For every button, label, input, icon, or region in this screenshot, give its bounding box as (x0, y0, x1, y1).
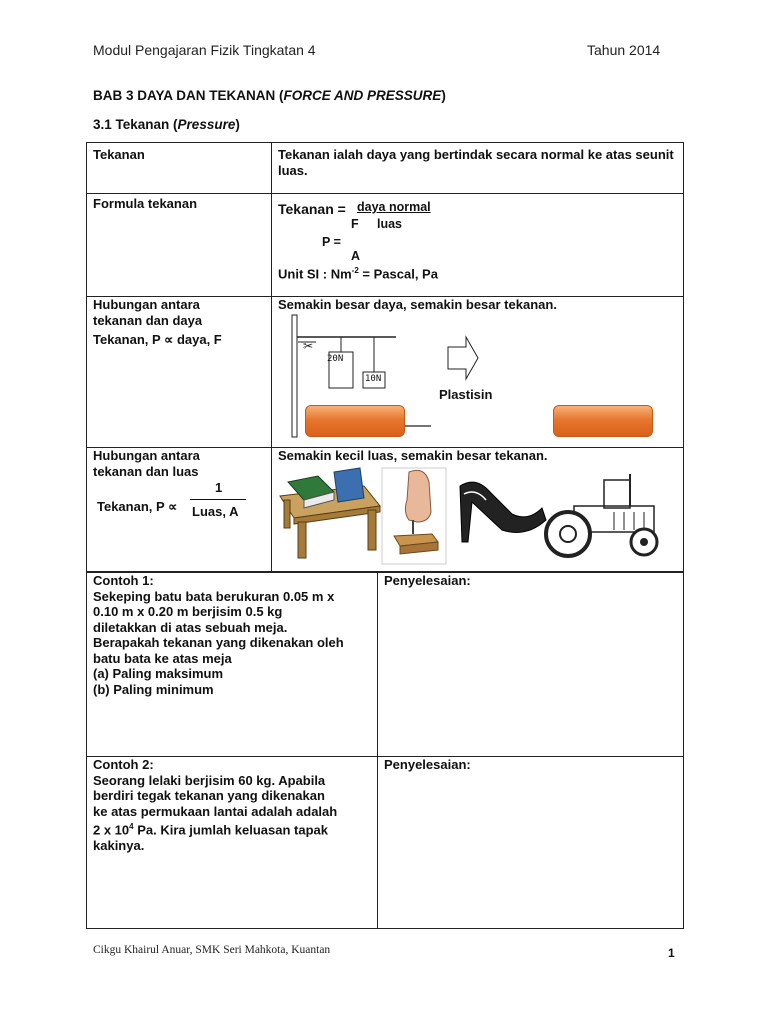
example1-question: Contoh 1: Sekeping batu bata berukuran 0.05 m x 0.10 m x 0.20 m berjisim 0.5 kg diletakkan di atas sebuah meja. Berapakah tekanan yang dikenakan oleh batu bata ke atas meja (a) Paling maksimum (b) Paling minimum (93, 573, 344, 697)
section-title: 3.1 Tekanan (Pressure) (93, 117, 240, 132)
page-number: 1 (668, 946, 675, 960)
row4-label: Hubungan antara tekanan dan luas (93, 448, 200, 479)
si-unit: Unit SI : $Nm^{-2}$ = Pascal, Pa (278, 266, 438, 282)
row3-label: Hubungan antara tekanan dan daya Tekanan, P ∝ daya, F (93, 297, 222, 347)
formula-p: P = (322, 235, 341, 249)
books-on-table-image (280, 468, 380, 558)
example2-question: Contoh 2: Seorang lelaki berjisim 60 kg. Apabila berdiri tegak tekanan yang dikenakan ke atas permukaan lantai adalah adalah 2 x $10^4$ Pa. Kira jumlah keluasan tapak kakinya. (93, 757, 338, 853)
example2-solution-label: Penyelesaian: (384, 757, 471, 772)
row4-statement: Semakin kecil luas, semakin besar tekanan. (278, 448, 548, 463)
weight-10n-label: 10N (365, 374, 382, 384)
header-right: Tahun 2014 (587, 42, 661, 58)
row1-definition: Tekanan ialah daya yang bertindak secara normal ke atas seunit luas. (278, 147, 674, 178)
high-heel-shoe-image (460, 482, 546, 542)
weight-20n-label: 20N (327, 354, 344, 364)
row1-label: Tekanan (93, 147, 145, 162)
formula-symbol-a: A (351, 249, 361, 263)
formula-symbol-f: F (351, 217, 359, 231)
plasticine-label: Plastisin (439, 387, 493, 402)
formula-denominator: luas (377, 217, 403, 231)
tractor-image (546, 474, 657, 556)
formula-lhs: Tekanan = (278, 201, 346, 217)
plasticine-block-left (305, 405, 405, 437)
row2-label: Formula tekanan (93, 196, 198, 211)
row4-formula-prefix: Tekanan, P ∝ (97, 499, 178, 514)
area-examples-illustration (274, 464, 674, 568)
formula-numerator: daya normal (357, 200, 431, 214)
example1-solution-label: Penyelesaian: (384, 573, 471, 588)
svg-text:✂: ✂ (303, 339, 314, 353)
chapter-title: BAB 3 DAYA DAN TEKANAN (FORCE AND PRESSURE) (93, 88, 446, 103)
fraction-bar (190, 499, 246, 500)
header-left: Modul Pengajaran Fizik Tingkatan 4 (93, 42, 316, 58)
footer-author: Cikgu Khairul Anuar, SMK Seri Mahkota, Kuantan (93, 944, 331, 956)
row4-formula-denominator: Luas, A (192, 504, 239, 519)
row4-formula-numerator: 1 (215, 480, 223, 495)
thumbtack-image (382, 468, 446, 564)
row3-statement: Semakin besar daya, semakin besar tekanan. (278, 297, 557, 312)
plasticine-block-right (553, 405, 653, 437)
